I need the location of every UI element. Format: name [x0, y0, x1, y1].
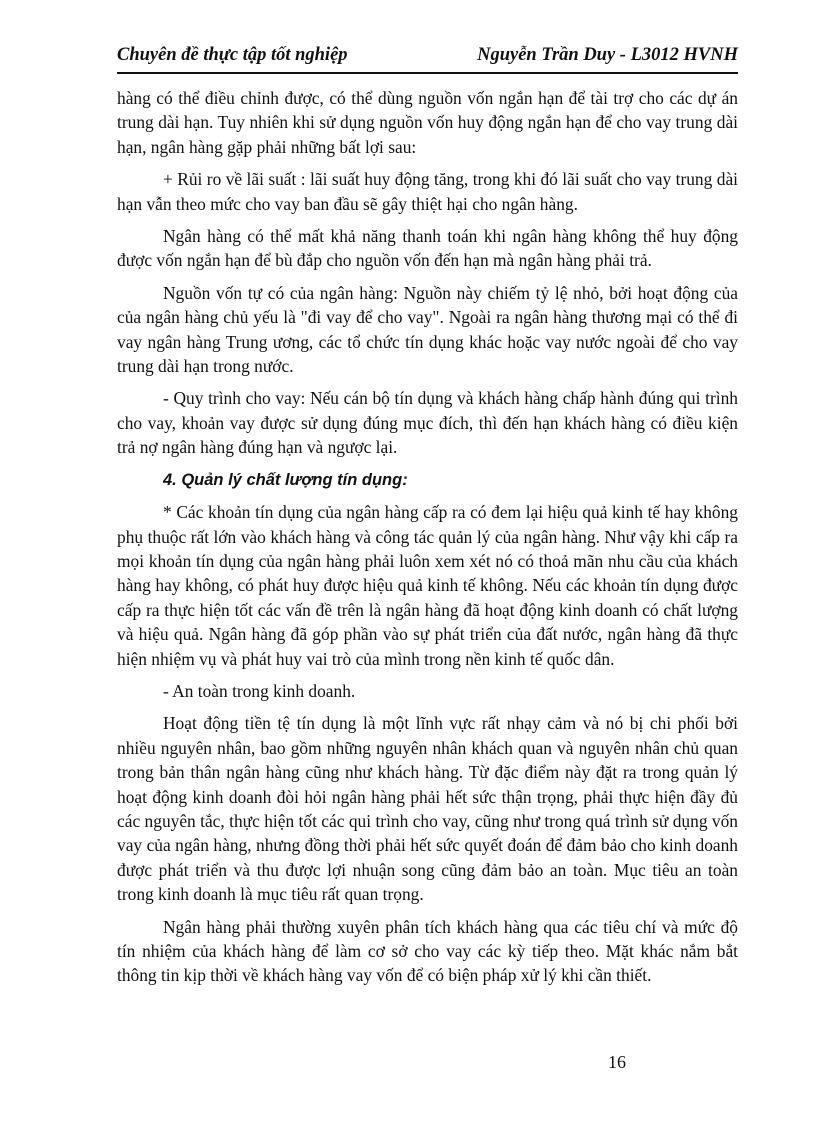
body-text: [117, 86, 738, 996]
paragraph: Nguồn vốn tự có của ngân hàng: Nguồn này chiếm tỷ lệ nhỏ, bởi hoạt động của của ngân hàng chủ yếu là "đi vay để cho vay". Ngoài ra ngân hàng thương mại có thể đi vay ngân hàng Trung ương, các tổ chức tín dụng khác hoặc vay nước ngoài để cho vay trung dài hạn trong nước.: [117, 282, 738, 377]
page-number: 16: [608, 1052, 626, 1072]
page-header: [117, 36, 738, 74]
paragraph: + Rủi ro về lãi suất : lãi suất huy động tăng, trong khi đó lãi suất cho vay trung dài hạn vẫn theo mức cho vay ban đầu sẽ gây thiệt hại cho ngân hàng.: [117, 169, 738, 214]
paragraph: * Các khoản tín dụng của ngân hàng cấp ra có đem lại hiệu quả kinh tế hay không phụ thuộc rất lớn vào khách hàng và công tác quản lý của ngân hàng. Như vậy khi cấp ra mọi khoản tín dụng của ngân hàng phải luôn xem xét nó có thoả mãn nhu cầu của khách hàng hay không, có phát huy được hiệu quả kinh tế không. Nếu các khoản tín dụng được cấp ra thực hiện tốt các vấn đề trên là ngân hàng đã hoạt động kinh doanh có chất lượng và hiệu quả. Ngân hàng đã góp phần vào sự phát triển của đất nước, ngân hàng đã thực hiện nhiệm vụ và phát huy vai trò của mình trong nền kinh tế quốc dân.: [117, 502, 738, 669]
paragraph: Ngân hàng có thể mất khả năng thanh toán khi ngân hàng không thể huy động được vốn ngắn hạn để bù đắp cho nguồn vốn đến hạn mà ngân hàng phải trả.: [117, 226, 738, 271]
paragraph: Ngân hàng phải thường xuyên phân tích khách hàng qua các tiêu chí và mức độ tín nhiệm của khách hàng để làm cơ sở cho vay các kỳ tiếp theo. Mặt khác nắm bắt thông tin kịp thời về khách hàng vay vốn để có biện pháp xử lý khi cần thiết.: [117, 916, 738, 986]
header-author: Nguyễn Trần Duy - L3012 HVNH: [477, 45, 738, 65]
paragraph: - An toàn trong kinh doanh.: [163, 680, 356, 701]
paragraph: hàng có thể điều chỉnh được, có thể dùng nguồn vốn ngắn hạn để tài trợ cho các dự án trung dài hạn. Tuy nhiên khi sử dụng nguồn vốn huy động ngắn hạn để cho vay trung dài hạn, ngân hàng gặp phải những bất lợi sau:: [117, 88, 738, 157]
header-title: Chuyên đề thực tập tốt nghiệp: [117, 45, 348, 65]
section-heading: 4. Quản lý chất lượng tín dụng:: [163, 470, 408, 489]
paragraph: Hoạt động tiền tệ tín dụng là một lĩnh vực rất nhạy cảm và nó bị chi phối bởi nhiều nguyên nhân, bao gồm những nguyên nhân khách quan và nguyên nhân chủ quan trong bản thân ngân hàng cũng như khách hàng. Từ đặc điểm này đặt ra trong quản lý hoạt động kinh doanh đòi hỏi ngân hàng phải hết sức thận trọng, phải thực hiện đầy đủ các nguyên tắc, thực hiện tốt các qui trình cho vay, cũng như trong quá trình sử dụng vốn vay của ngân hàng, nhưng đồng thời phải hết sức quyết đoán để đảm bảo cho kinh doanh được phát triển và thu được lợi nhuận song cũng đảm bảo an toàn. Mục tiêu an toàn trong kinh doanh là mục tiêu rất quan trọng.: [117, 713, 738, 905]
paragraph: - Quy trình cho vay: Nếu cán bộ tín dụng và khách hàng chấp hành đúng qui trình cho vay, khoản vay được sử dụng đúng mục đích, thì đến hạn khách hàng có điều kiện trả nợ ngân hàng đúng hạn và ngược lại.: [117, 388, 738, 458]
